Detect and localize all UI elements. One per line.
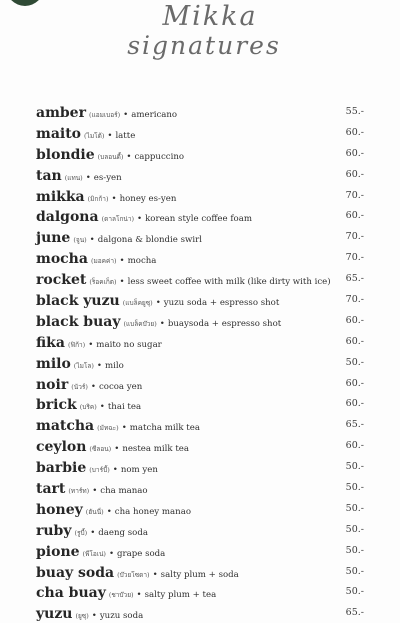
item-price: 50.- bbox=[345, 586, 364, 598]
menu-item bbox=[36, 311, 364, 332]
item-thai-name: (ไมโล) bbox=[73, 361, 94, 370]
item-separator: • bbox=[123, 110, 129, 120]
item-separator: • bbox=[111, 193, 117, 204]
item-thai-name: (จูน) bbox=[73, 236, 87, 245]
item-separator: • bbox=[96, 360, 102, 371]
item-thai-name: (ดาลโกน่า) bbox=[101, 215, 135, 224]
item-thai-name: (บาร์บี้) bbox=[89, 466, 110, 475]
item-price: 55.- bbox=[345, 106, 364, 117]
item-description: salty plum + soda bbox=[160, 569, 239, 580]
item-separator: • bbox=[108, 548, 115, 559]
item-name: blondie bbox=[36, 146, 95, 163]
item-separator: • bbox=[155, 298, 161, 309]
item-separator: • bbox=[99, 402, 105, 413]
item-description: thai tea bbox=[107, 402, 142, 413]
item-thai-name: (ฮันนี่) bbox=[85, 507, 104, 516]
item-separator: • bbox=[90, 381, 96, 392]
menu-item bbox=[36, 102, 364, 123]
item-description: cha honey manao bbox=[114, 506, 191, 517]
menu-item bbox=[36, 436, 364, 457]
item-description: milo bbox=[104, 360, 124, 371]
item-description: yuzu soda + espresso shot bbox=[163, 298, 280, 309]
item-separator: • bbox=[119, 277, 125, 288]
item-description: korean style coffee foam bbox=[145, 214, 252, 225]
item-price: 60.- bbox=[345, 126, 364, 138]
menu-item bbox=[36, 206, 364, 227]
menu-item bbox=[36, 165, 364, 186]
item-name: fika bbox=[36, 334, 65, 351]
item-price: 60.- bbox=[345, 168, 364, 180]
item-name: mocha bbox=[36, 251, 88, 268]
item-price: 65.- bbox=[345, 607, 364, 619]
item-name: amber bbox=[36, 105, 86, 121]
item-name: noir bbox=[36, 376, 69, 393]
item-separator: • bbox=[121, 423, 127, 434]
item-thai-name: (บริค) bbox=[79, 403, 97, 412]
title-line-1: Mikka bbox=[162, 1, 258, 32]
item-description: maito no sugar bbox=[96, 339, 162, 350]
item-thai-name: (ฟิก้า) bbox=[67, 340, 86, 349]
menu-item bbox=[36, 520, 364, 541]
item-separator: • bbox=[85, 172, 91, 183]
menu-item bbox=[36, 457, 364, 478]
item-name: yuzu bbox=[36, 606, 73, 623]
item-thai-name: (พีโอเน่) bbox=[82, 549, 106, 558]
item-name: barbie bbox=[36, 460, 87, 477]
item-name: black yuzu bbox=[36, 293, 120, 310]
title-line-2: signatures bbox=[127, 31, 281, 60]
item-price: 70.- bbox=[345, 252, 364, 264]
item-thai-name: (ทาร์ท) bbox=[68, 487, 90, 496]
menu-item bbox=[36, 499, 364, 520]
item-name: june bbox=[36, 230, 71, 247]
item-separator: • bbox=[92, 486, 98, 497]
item-description: nom yen bbox=[120, 465, 158, 476]
item-price: 60.- bbox=[345, 440, 364, 452]
item-price: 60.- bbox=[345, 210, 364, 222]
item-separator: • bbox=[114, 444, 120, 455]
item-thai-name: (มอคค่า) bbox=[90, 257, 117, 266]
item-price: 60.- bbox=[345, 398, 364, 410]
item-description: cha manao bbox=[100, 486, 148, 497]
menu-item bbox=[36, 415, 364, 436]
item-description: mocha bbox=[127, 256, 157, 267]
item-name: ceylon bbox=[36, 439, 87, 456]
item-name: honey bbox=[36, 501, 83, 518]
item-separator: • bbox=[91, 611, 97, 622]
menu-item bbox=[36, 541, 364, 562]
item-thai-name: (แบล็คยูซุ) bbox=[122, 299, 153, 308]
item-price: 50.- bbox=[345, 461, 364, 473]
item-separator: • bbox=[107, 130, 113, 141]
item-thai-name: (ร็อคเก็ต) bbox=[89, 278, 117, 287]
menu-item bbox=[36, 582, 364, 603]
item-thai-name: (นัวร์) bbox=[71, 382, 88, 391]
menu-item bbox=[36, 123, 364, 144]
item-thai-name: (ไมโต้) bbox=[84, 131, 105, 140]
drink-menu-list bbox=[36, 102, 364, 623]
item-price: 65.- bbox=[345, 273, 364, 285]
menu-item bbox=[36, 562, 364, 583]
item-thai-name: (บลอนดี้) bbox=[97, 152, 124, 161]
item-description: nestea milk tea bbox=[122, 444, 189, 455]
item-name: ruby bbox=[36, 522, 72, 539]
item-separator: • bbox=[137, 214, 143, 225]
item-thai-name: (แบล็คบ๊วย) bbox=[123, 319, 157, 328]
item-price: 50.- bbox=[345, 502, 364, 514]
item-description: cappuccino bbox=[134, 151, 185, 162]
item-separator: • bbox=[126, 151, 132, 162]
menu-item bbox=[36, 144, 364, 165]
item-description: es-yen bbox=[93, 172, 122, 183]
item-separator: • bbox=[159, 318, 165, 329]
item-name: rocket bbox=[36, 272, 87, 289]
item-price: 50.- bbox=[345, 565, 364, 577]
item-name: mikka bbox=[36, 188, 85, 205]
item-price: 60.- bbox=[345, 314, 364, 326]
menu-item bbox=[36, 227, 364, 248]
item-price: 60.- bbox=[345, 335, 364, 347]
item-description: matcha milk tea bbox=[129, 423, 200, 434]
item-thai-name: (บ๊วยโซดา) bbox=[117, 570, 150, 579]
item-name: buay soda bbox=[36, 564, 115, 581]
item-name: cha buay bbox=[36, 585, 106, 602]
item-description: daeng soda bbox=[98, 527, 148, 538]
item-thai-name: (แทน) bbox=[64, 173, 83, 182]
item-name: black buay bbox=[36, 313, 121, 330]
item-price: 70.- bbox=[345, 294, 364, 306]
item-thai-name: (มิกก้า) bbox=[87, 194, 109, 203]
menu-item bbox=[36, 603, 364, 623]
item-name: pione bbox=[36, 543, 80, 560]
item-separator: • bbox=[112, 465, 118, 476]
menu-item bbox=[36, 394, 364, 415]
item-thai-name: (ยูซุ) bbox=[75, 612, 89, 621]
item-description: less sweet coffee with milk (like dirty with ice) bbox=[127, 277, 331, 288]
menu-item bbox=[36, 374, 364, 395]
item-thai-name: (ชาบ๊วย) bbox=[108, 591, 134, 600]
item-thai-name: (รูบี้) bbox=[74, 528, 88, 537]
item-separator: • bbox=[89, 235, 95, 246]
item-description: latte bbox=[115, 130, 136, 141]
item-price: 70.- bbox=[345, 231, 364, 243]
menu-item bbox=[36, 478, 364, 499]
item-separator: • bbox=[136, 590, 142, 601]
item-price: 60.- bbox=[345, 377, 364, 389]
item-name: matcha bbox=[36, 418, 95, 435]
item-name: maito bbox=[36, 125, 82, 142]
menu-item bbox=[36, 332, 364, 353]
item-separator: • bbox=[106, 506, 112, 517]
item-price: 50.- bbox=[345, 544, 364, 556]
item-description: salty plum + tea bbox=[144, 590, 217, 601]
item-price: 50.- bbox=[345, 523, 364, 535]
item-name: tan bbox=[36, 167, 62, 184]
item-price: 60.- bbox=[345, 147, 364, 159]
item-separator: • bbox=[152, 569, 158, 580]
item-description: yuzu soda bbox=[99, 611, 144, 622]
item-price: 50.- bbox=[345, 482, 364, 494]
menu-item bbox=[36, 290, 364, 311]
item-name: brick bbox=[36, 397, 77, 414]
menu-item bbox=[36, 353, 364, 374]
item-name: milo bbox=[36, 355, 71, 372]
item-name: tart bbox=[36, 481, 66, 498]
item-description: honey es-yen bbox=[119, 193, 177, 204]
menu-item bbox=[36, 186, 364, 207]
item-description: cocoa yen bbox=[98, 381, 143, 392]
item-thai-name: (มัทฉะ) bbox=[97, 424, 119, 433]
menu-item bbox=[36, 269, 364, 290]
item-thai-name: (ซีลอน) bbox=[89, 445, 112, 454]
item-description: dalgona & blondie swirl bbox=[97, 235, 202, 246]
menu-title bbox=[0, 2, 400, 60]
item-name: dalgona bbox=[36, 209, 99, 226]
item-price: 70.- bbox=[345, 189, 364, 201]
item-price: 50.- bbox=[345, 356, 364, 368]
item-price: 65.- bbox=[345, 419, 364, 431]
item-thai-name: (แอมเบอร์) bbox=[88, 111, 121, 119]
item-separator: • bbox=[88, 339, 94, 350]
item-description: buaysoda + espresso shot bbox=[167, 318, 282, 329]
item-description: grape soda bbox=[117, 548, 166, 559]
item-separator: • bbox=[90, 527, 96, 538]
item-separator: • bbox=[119, 256, 125, 267]
menu-item bbox=[36, 248, 364, 269]
item-description: americano bbox=[131, 110, 178, 120]
